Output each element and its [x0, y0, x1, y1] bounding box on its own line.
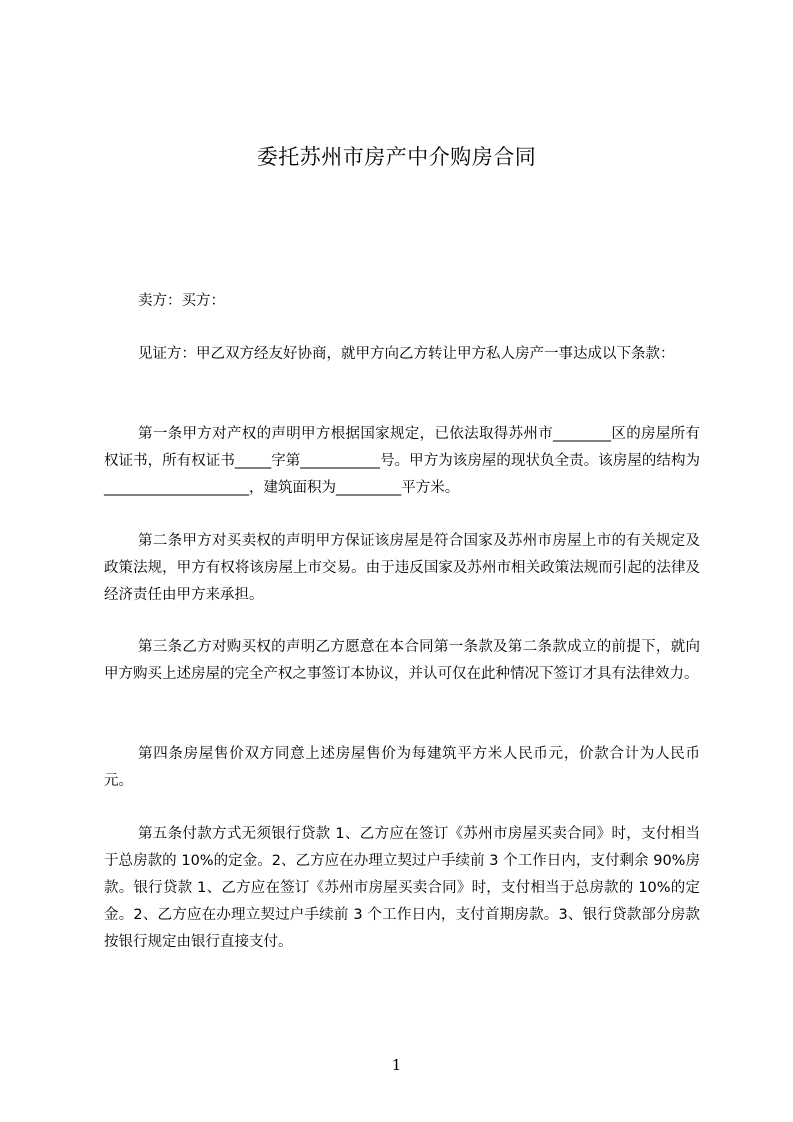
article-1-paragraph: 第一条甲方对产权的声明甲方根据国家规定，已依法取得苏州市________区的房屋所有权证书，所有权证书_____字第___________号。甲方为该房屋的现状负全责。该房屋的结构为____________________，建筑面积为_________平方米。	[104, 426, 700, 496]
article-5-paragraph: 第五条付款方式无须银行贷款 1、乙方应在签订《苏州市房屋买卖合同》时，支付相当于总房款的 10%的定金。2、乙方应在办理立契过户手续前 3 个工作日内，支付剩余 90%房款。银行贷款 1、乙方应在签订《苏州市房屋买卖合同》时，支付相当于总房款的 10%的定金。2、乙方应在办理立契过户手续前 3 个工作日内，支付首期房款。3、银行贷款部分房款按银行规定由银行直接支付。	[104, 826, 700, 950]
witness-paragraph: 见证方：甲乙双方经友好协商，就甲方向乙方转让甲方私人房产一事达成以下条款：	[138, 346, 675, 362]
document-title: 委托苏州市房产中介购房合同	[256, 145, 537, 169]
article-2-paragraph: 第二条甲方对买卖权的声明甲方保证该房屋是符合国家及苏州市房屋上市的有关规定及政策法规，甲方有权将该房屋上市交易。由于违反国家及苏州市相关政策法规而引起的法律及经济责任由甲方来承担。	[104, 533, 700, 603]
parties-paragraph: 卖方：买方：	[138, 293, 225, 309]
page-number: 1	[391, 1056, 402, 1074]
article-3-paragraph: 第三条乙方对购买权的声明乙方愿意在本合同第一条款及第二条款成立的前提下，就向甲方购买上述房屋的完全产权之事签订本协议，并认可仅在此种情况下签订才具有法律效力。	[104, 639, 700, 682]
article-4-paragraph: 第四条房屋售价双方同意上述房屋售价为每建筑平方米人民币元，价款合计为人民币元。	[104, 746, 700, 789]
